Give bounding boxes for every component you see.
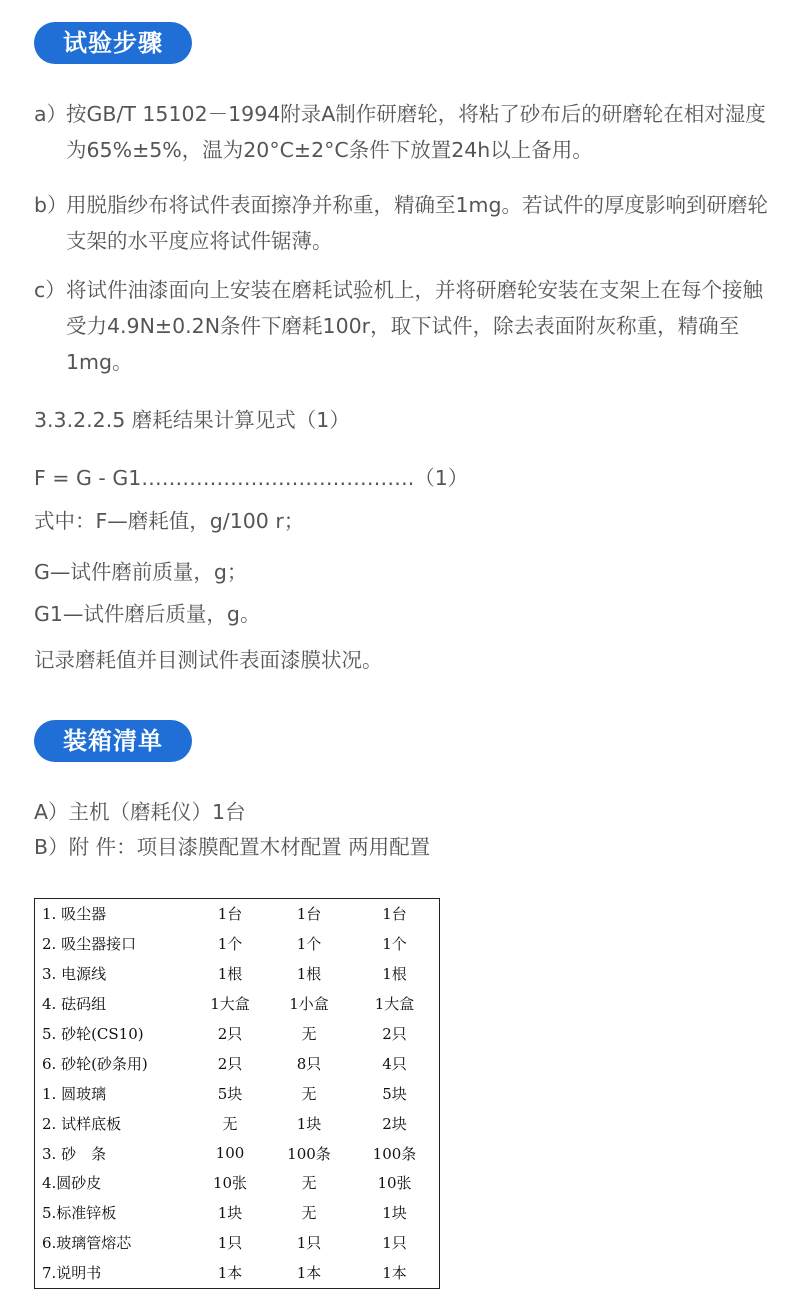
- paint-config-cell: 100条: [287, 1144, 331, 1163]
- table-row: [35, 1108, 440, 1138]
- dual-config-cell: 1台: [382, 905, 407, 924]
- formula-g-definition: G—试件磨前质量，g；: [34, 560, 248, 584]
- table-row: [35, 1078, 440, 1108]
- table-row: [35, 989, 440, 1019]
- formula-heading: 3.3.2.2.5 磨耗结果计算见式（1）: [34, 408, 350, 432]
- step-b: [34, 187, 774, 259]
- test-steps-title: 试验步骤: [34, 22, 192, 64]
- wood-config-cell: 1台: [217, 905, 243, 924]
- dual-config-cell: 1个: [382, 935, 407, 954]
- table-row: [35, 1138, 440, 1168]
- step-text: 按GB/T 15102－1994附录A制作研磨轮，将粘了砂布后的研磨轮在相对湿度为65%±5%，温为20°C±2°C条件下放置24h以上备用。: [66, 102, 766, 162]
- paint-config-cell: 无: [301, 1084, 317, 1103]
- item-name-cell: 6. 砂轮(砂条用): [42, 1054, 148, 1073]
- dual-config-cell: 4只: [382, 1054, 407, 1073]
- item-name-cell: 1. 吸尘器: [42, 905, 107, 924]
- wood-config-cell: 1只: [217, 1234, 243, 1253]
- item-name-cell: 1. 圆玻璃: [42, 1084, 107, 1103]
- step-text: 将试件油漆面向上安装在磨耗试验机上，并将研磨轮安装在支架上在每个接触受力4.9N±0.2N条件下磨耗100r，取下试件，除去表面附灰称重，精确至1mg。: [66, 278, 763, 374]
- dual-config-cell: 1块: [382, 1204, 407, 1223]
- table-row: [35, 1048, 440, 1078]
- paint-config-cell: 1根: [296, 965, 322, 984]
- paint-config-cell: 1块: [296, 1114, 322, 1133]
- packing-list-title: 装箱清单: [34, 720, 192, 762]
- item-name-cell: 5. 砂轮(CS10): [42, 1025, 144, 1043]
- table-row: [35, 1168, 440, 1198]
- wood-config-cell: 无: [222, 1114, 238, 1133]
- item-name-cell: 4. 砝码组: [42, 995, 107, 1014]
- dual-config-cell: 10张: [377, 1174, 412, 1193]
- paint-config-cell: 1小盒: [289, 995, 329, 1014]
- item-name-cell: 7.说明书: [42, 1264, 102, 1283]
- item-name-cell: 3. 电源线: [42, 965, 107, 984]
- dual-config-cell: 1大盒: [374, 995, 415, 1014]
- table-row: [35, 959, 440, 989]
- table-row: [35, 1198, 440, 1228]
- packing-table: [34, 898, 440, 1289]
- wood-config-cell: 1个: [217, 935, 243, 954]
- wood-config-cell: 5块: [217, 1084, 243, 1103]
- wood-config-cell: 1根: [217, 965, 243, 984]
- step-label: b）: [34, 193, 68, 217]
- step-c: [34, 272, 774, 380]
- packing-main: A）主机（磨耗仪）1台: [34, 800, 246, 824]
- item-name-cell: 2. 试样底板: [42, 1114, 122, 1133]
- paint-config-cell: 1个: [296, 935, 322, 954]
- paint-config-cell: 无: [301, 1025, 317, 1043]
- table-row: [35, 1228, 440, 1258]
- item-name-cell: 3. 砂 条: [42, 1144, 107, 1163]
- wood-config-cell: 2只: [217, 1054, 243, 1073]
- item-name-cell: 2. 吸尘器接口: [42, 935, 137, 954]
- table-row: [35, 1019, 440, 1049]
- paint-config-cell: 1只: [296, 1234, 322, 1253]
- step-label: c）: [34, 278, 66, 302]
- table-row: [35, 899, 440, 929]
- dual-config-cell: 5块: [382, 1084, 407, 1103]
- paint-config-cell: 8只: [296, 1054, 322, 1073]
- wood-config-cell: 100: [215, 1144, 245, 1163]
- table-row: [35, 1258, 440, 1288]
- dual-config-cell: 1本: [382, 1264, 407, 1283]
- paint-config-cell: 无: [301, 1174, 317, 1193]
- item-name-cell: 4.圆砂皮: [42, 1174, 102, 1193]
- item-name-cell: 6.玻璃管熔芯: [42, 1234, 132, 1253]
- step-label: a）: [34, 102, 68, 126]
- step-text: 用脱脂纱布将试件表面擦净并称重，精确至1mg。若试件的厚度影响到研磨轮支架的水平度应将试件锯薄。: [66, 193, 769, 253]
- wood-config-cell: 1本: [217, 1264, 243, 1283]
- paint-config-cell: 无: [301, 1204, 317, 1223]
- wood-config-cell: 1块: [217, 1204, 243, 1223]
- packing-table-body: [35, 899, 440, 1289]
- item-name-cell: 5.标准锌板: [42, 1204, 117, 1223]
- step-a: [34, 96, 774, 168]
- dual-config-cell: 100条: [372, 1144, 417, 1163]
- paint-config-cell: 1本: [296, 1264, 322, 1283]
- paint-config-cell: 1台: [296, 905, 322, 924]
- dual-config-cell: 1根: [382, 965, 407, 984]
- wood-config-cell: 2只: [217, 1025, 243, 1043]
- formula-where: 式中：F—磨耗值，g/100 r；: [34, 509, 305, 533]
- wood-config-cell: 1大盒: [210, 995, 250, 1014]
- packing-accessories: B）附 件：项目漆膜配置木材配置 两用配置: [34, 835, 431, 859]
- table-row: [35, 929, 440, 959]
- wood-config-cell: 10张: [212, 1174, 248, 1193]
- formula-g1-definition: G1—试件磨后质量，g。: [34, 602, 261, 626]
- dual-config-cell: 2只: [382, 1025, 407, 1043]
- record-note: 记录磨耗值并目测试件表面漆膜状况。: [34, 648, 383, 672]
- formula-equation: F = G - G1………………………………….（1）: [34, 466, 469, 490]
- dual-config-cell: 1只: [382, 1234, 407, 1253]
- dual-config-cell: 2块: [382, 1114, 407, 1133]
